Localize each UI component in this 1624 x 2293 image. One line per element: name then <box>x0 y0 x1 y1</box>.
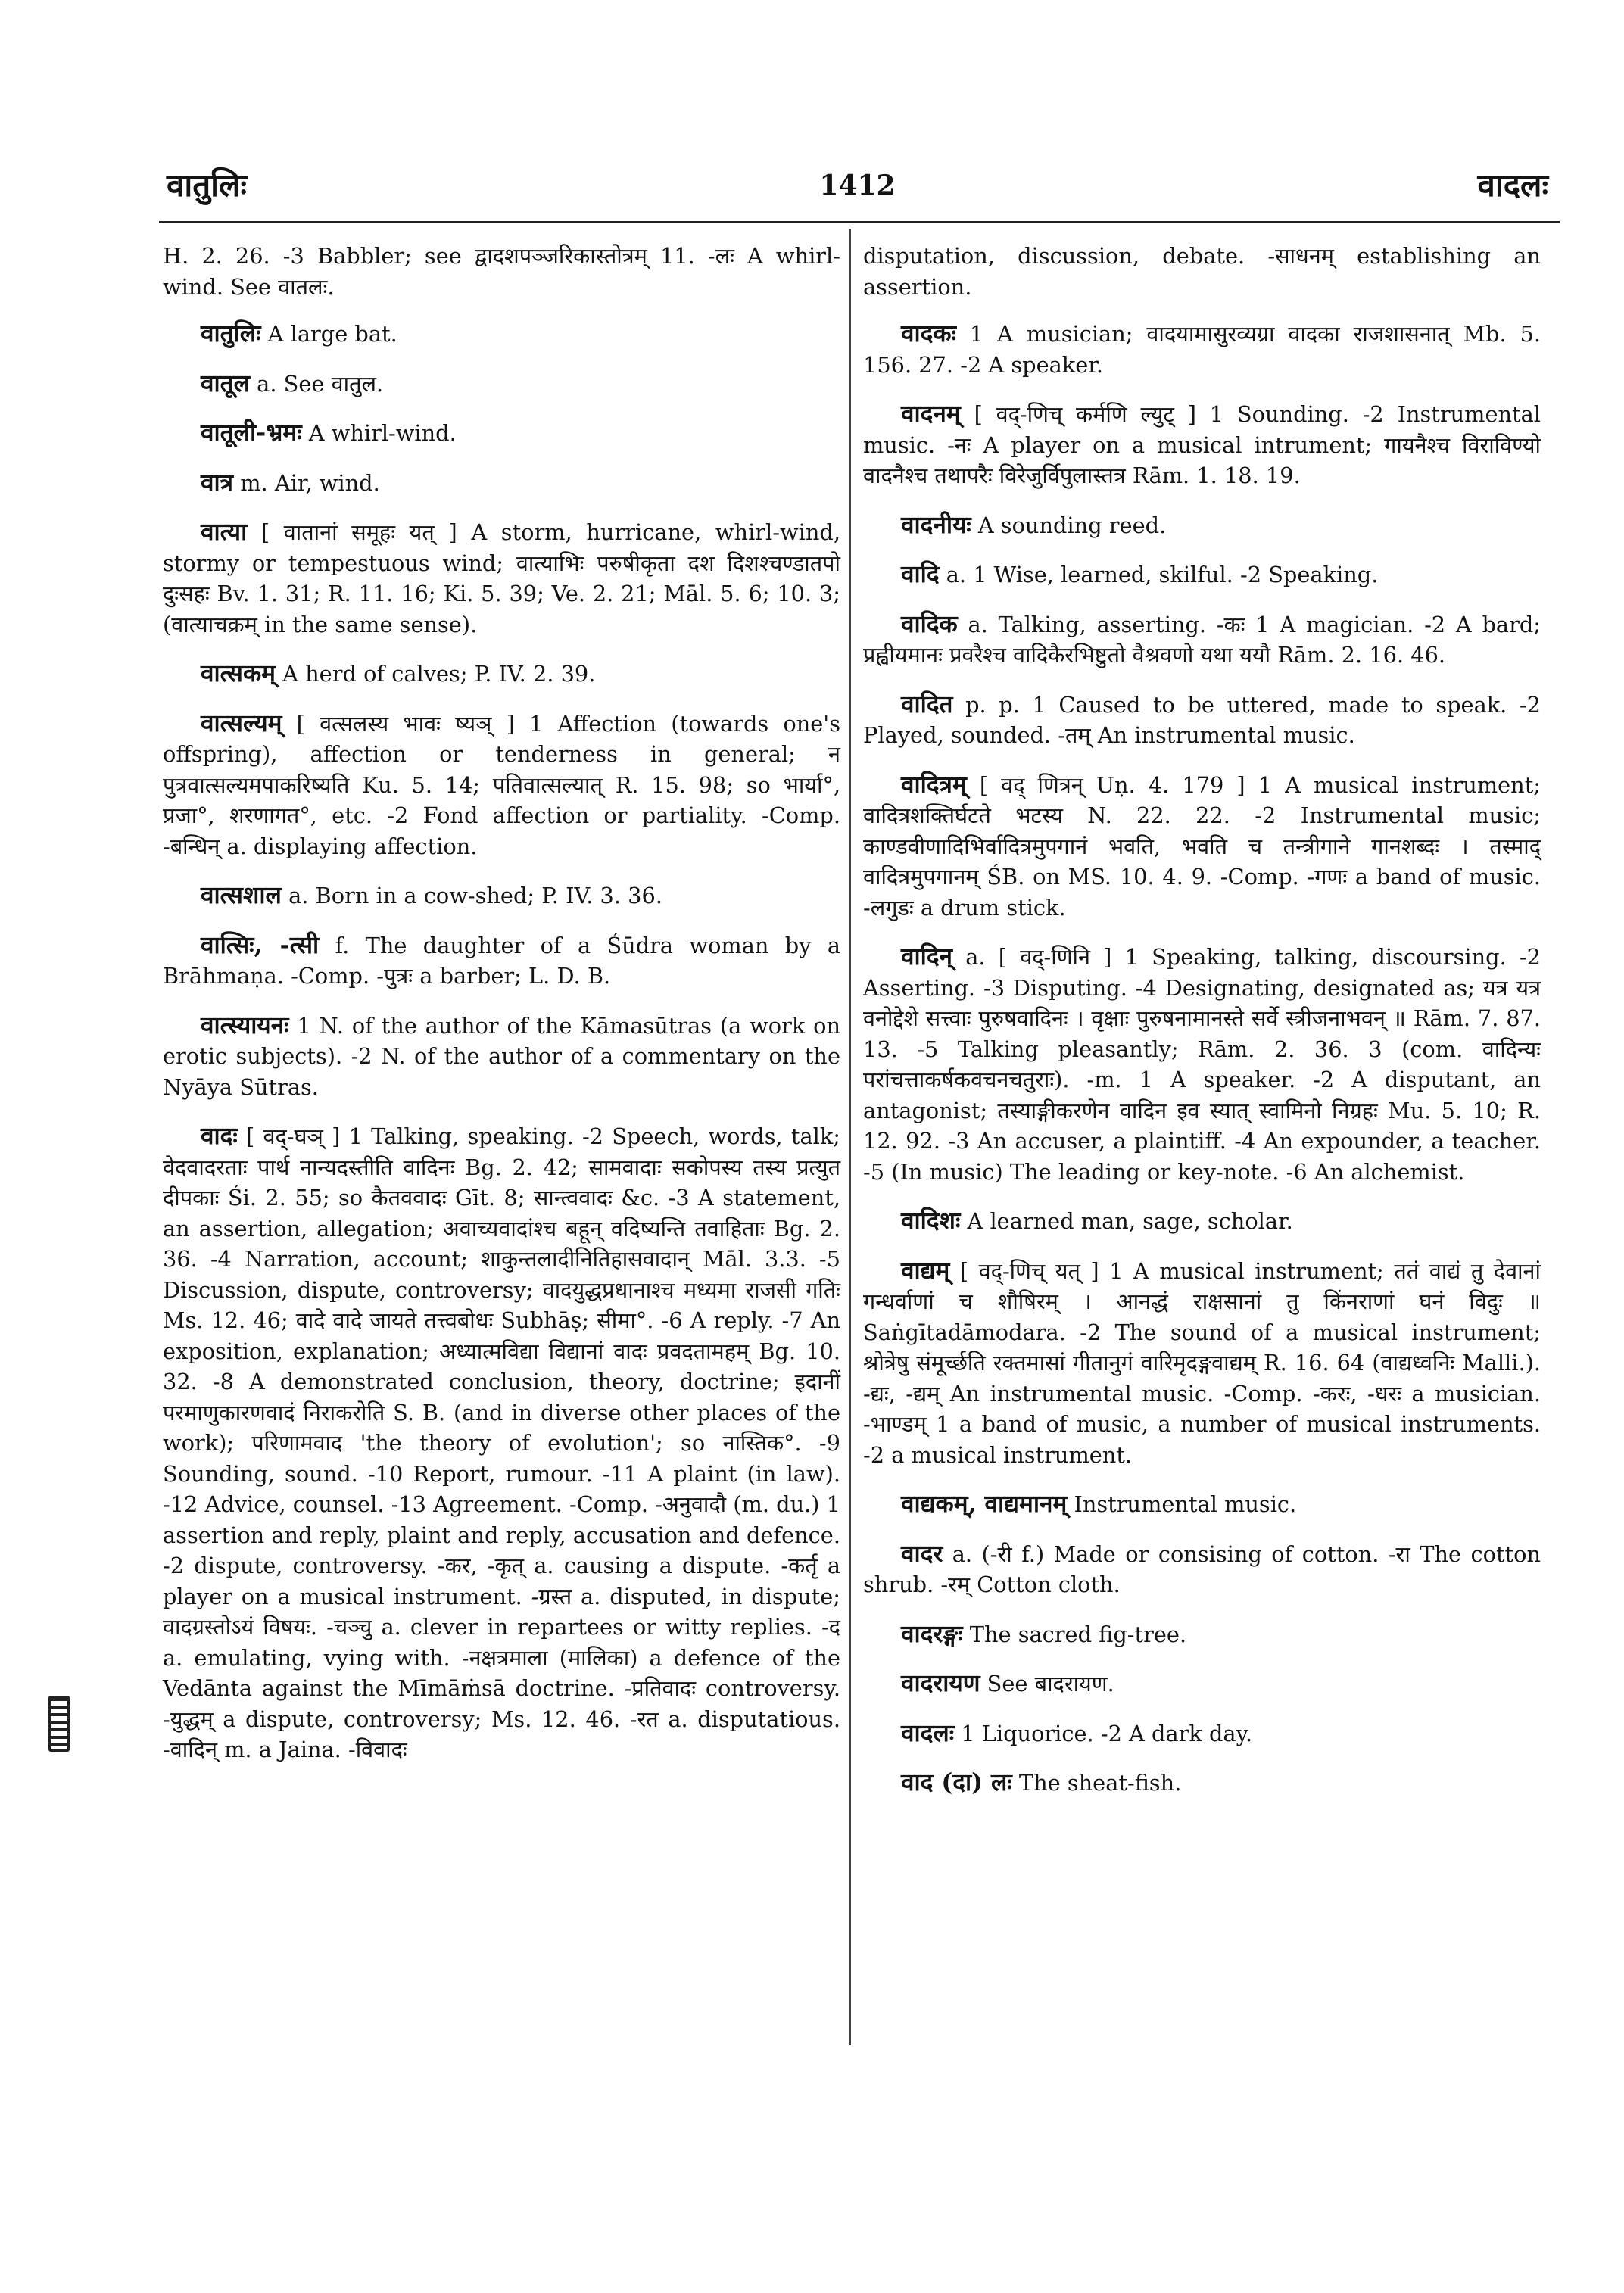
dictionary-entry <box>863 1489 1541 1520</box>
entry-headword: वात्र <box>201 468 234 497</box>
dictionary-entry <box>863 770 1541 924</box>
header-rule <box>159 221 1560 223</box>
continuation-text: disputation, discussion, debate. -साधनम् establishing an assertion. <box>863 243 1541 300</box>
entry-definition: A herd of calves; P. IV. 2. 39. <box>282 661 596 687</box>
entry-definition: 1 Liquorice. -2 A dark day. <box>961 1720 1253 1746</box>
dictionary-entry <box>163 319 840 350</box>
entry-headword: वात्सल्यम् <box>201 709 282 737</box>
entry-headword: वादः <box>201 1122 238 1150</box>
dictionary-entry <box>863 1668 1541 1699</box>
entry-headword: वाद (दा) लः <box>901 1768 1012 1796</box>
entry-headword: वात्सिः, -त्सी <box>201 930 320 959</box>
dictionary-entry <box>863 609 1541 671</box>
entry-definition: m. Air, wind. <box>240 469 380 496</box>
entry-definition: [ वद्-घञ् ] 1 Talking, speaking. -2 Speech, words, talk; वेदवादरताः पार्थ नान्यदस्तीति वादिनः Bg. 2. 42; सामवादाः सकोपस्य तस्य प्रत्युत दीपकाः Śi. 2. 55; so कैतववादः Gīt. 8; सान्त्ववादः &c. -3 A statement, an assertion, allegation; अवाच्यवादांश्च बहून् वदिष्यन्ति तवाहिताः Bg. 2. 36. -4 Narration, account; शाकुन्तलादीनितिहासवादान् Māl. 3.3. -5 Discussion, dispute, controversy; वादयुद्धप्रधानाश्च मध्यमा राजसी गतिः Ms. 12. 46; वादे वादे जायते तत्त्वबोधः Subhāṣ; सीमा°. -6 A reply. -7 An exposition, explanation; अध्यात्मविद्या विद्यानां वादः प्रवदतामहम् Bg. 10. 32. -8 A demonstrated conclusion, theory, doctrine; इदानीं परमाणुकारणवादं निराकरोति S. B. (and in diverse other places of the work); परिणामवाद 'the theory of evolution'; so नास्तिक°. -9 Sounding, sound. -10 Report, rumour. -11 A plaint (in law). -12 Advice, counsel. -13 Agreement. -Comp. -अनुवादौ (m. du.) 1 assertion and reply, plaint and reply, accusation and defence. -2 dispute, controversy. -कर, -कृत् a. causing a dispute. -कर्तृ a player on a musical instrument. -ग्रस्त a. disputed, in dispute; वादग्रस्तोऽयं विषयः. -चञ्चु a. clever in repartees or witty replies. -द a. emulating, vying with. -नक्षत्रमाला (मालिका) a defence of the Vedānta against the Mīmāṁsā doctrine. -प्रतिवादः controversy. -युद्धम् a dispute, controversy; Ms. 12. 46. -रत a. disputatious. -वादिन् m. a Jaina. -विवादः <box>163 1123 840 1762</box>
entry-headword: वातुलिः <box>201 319 261 347</box>
entry-headword: वाद्यम् <box>901 1256 950 1285</box>
entry-definition: A sounding reed. <box>977 512 1167 538</box>
entry-headword: वादि <box>901 560 940 588</box>
dictionary-entry <box>863 942 1541 1187</box>
dictionary-entry <box>863 319 1541 380</box>
entry-definition: a. (-री f.) Made or consising of cotton. -रा The cotton shrub. -रम् Cotton cloth. <box>863 1541 1541 1597</box>
entry-definition: Instrumental music. <box>1074 1491 1297 1517</box>
entry-definition: A learned man, sage, scholar. <box>967 1208 1293 1234</box>
entry-definition: 1 N. of the author of the Kāmasūtras (a work on erotic subjects). -2 N. of the author of a commentary on the Nyāya Sūtras. <box>163 1012 840 1100</box>
continuation-text: H. 2. 26. -3 Babbler; see द्वादशपञ्जरिकास्तोत्रम् 11. -लः A whirl-wind. See वातलः. <box>163 243 840 300</box>
dictionary-entry <box>863 1256 1541 1471</box>
entry-headword: वात्सशाल <box>201 881 282 909</box>
left-column <box>163 241 840 1784</box>
entry-definition: The sheat-fish. <box>1018 1770 1182 1796</box>
header-guide-word-left: वातुलिः <box>167 167 248 204</box>
entry-headword: वादिक <box>901 609 958 638</box>
entry-definition: f. The daughter of a Śūdra woman by a Brāhmaṇa. -Comp. -पुत्रः a barber; L. D. B. <box>163 932 840 989</box>
dictionary-entry <box>863 690 1541 751</box>
dictionary-entry <box>163 418 840 449</box>
entry-definition: 1 A musician; वादयामासुरव्यग्रा वादका राजशासनात् Mb. 5. 156. 27. -2 A speaker. <box>863 321 1541 378</box>
entry-headword: वादनीयः <box>901 510 971 539</box>
dictionary-entry <box>163 930 840 992</box>
entry-headword: वादकः <box>901 319 956 347</box>
dictionary-entry <box>863 1619 1541 1650</box>
entry-headword: वातूली-भ्रमः <box>201 419 302 447</box>
dictionary-entry <box>863 1768 1541 1799</box>
entry-definition: a. Talking, asserting. -कः 1 A magician. -2 A bard; प्रह्वीयमानः प्रवरैश्च वादिकैरभिष्टुतो वैश्रवणो यथा ययौ Rām. 2. 16. 46. <box>863 611 1541 668</box>
entry-definition: [ वत्सलस्य भावः ष्यञ् ] 1 Affection (towards one's offspring), affection or tenderness in general; न पुत्रवात्सल्यमपाकरिष्यति Ku. 5. 14; पतिवात्सल्यात् R. 15. 98; so भार्या°, प्रजा°, शरणागत°, etc. -2 Fond affection or partiality. -Comp. -बन्धिन् a. displaying affection. <box>163 710 840 859</box>
dictionary-entry <box>863 1539 1541 1600</box>
dictionary-entry <box>163 369 840 400</box>
header-guide-word-right: वादलः <box>1477 167 1548 204</box>
entry-definition: See बादरायण. <box>987 1671 1114 1696</box>
dictionary-entry <box>863 399 1541 491</box>
entry-definition: a. Born in a cow-shed; P. IV. 3. 36. <box>288 883 662 908</box>
entry-headword: वादिशः <box>901 1207 961 1235</box>
dictionary-entry <box>163 659 840 690</box>
entry-headword: वादनम् <box>901 400 961 428</box>
dictionary-entry <box>863 559 1541 590</box>
entry-definition: [ वातानां समूहः यत् ] A storm, hurricane, whirl-wind, stormy or tempestuous wind; वात्याभिः परुषीकृता दश दिशश्चण्डातपो दुःसहः Bv. 1. 31; R. 11. 16; Ki. 5. 39; Ve. 2. 21; Māl. 5. 6; 10. 3; (वात्याचक्रम् in the same sense). <box>163 519 840 637</box>
right-column <box>863 241 1541 1818</box>
entry-headword: वादित्रम् <box>901 770 967 799</box>
dictionary-entry <box>163 709 840 862</box>
entry-definition: The sacred fig-tree. <box>969 1621 1187 1647</box>
binding-margin-mark <box>48 1696 70 1752</box>
entry-headword: वादलः <box>901 1718 955 1747</box>
entry-headword: वात्या <box>201 518 248 546</box>
dictionary-entry <box>163 468 840 499</box>
entry-definition: p. p. 1 Caused to be uttered, made to speak. -2 Played, sounded. -तम् An instrumental music. <box>863 691 1541 748</box>
entry-definition: a. 1 Wise, learned, skilful. -2 Speaking. <box>946 562 1379 587</box>
entry-definition: [ वद्-णिच् कर्मणि ल्युट् ] 1 Sounding. -2 Instrumental music. -नः A player on a musical intrument; गायनैश्च विराविण्यो वादनैश्च तथापरैः विरेजुर्विपुलास्तत्र Rām. 1. 18. 19. <box>863 401 1541 488</box>
entry-definition: a. [ वद्-णिनि ] 1 Speaking, talking, discoursing. -2 Asserting. -3 Disputing. -4 Designating, designated as; यत्र यत्र वनोद्देशे सत्त्वाः पुरुषवादिनः । वृक्षाः पुरुषनामानस्ते सर्वे स्त्रीजनाभवन् ॥ Rām. 7. 87. 13. -5 Talking pleasantly; Rām. 2. 36. 3 (com. वादिन्यः परांचत्ताकर्षकवचनचतुराः). -m. 1 A speaker. -2 A disputant, an antagonist; तस्याङ्गीकरणेन वादिन इव स्यात् स्वामिनो निग्रहः Mu. 5. 10; R. 12. 92. -3 An accuser, a plaintiff. -4 An expounder, a teacher. -5 (In music) The leading or key-note. -6 An alchemist. <box>863 944 1541 1185</box>
entry-headword: वादर <box>901 1539 943 1568</box>
dictionary-entry <box>163 1121 840 1765</box>
entry-definition: A whirl-wind. <box>308 420 457 446</box>
entry-definition: a. See वातुल. <box>257 370 384 397</box>
entry-headword: वादित <box>901 690 953 718</box>
entry-headword: वात्स्यायनः <box>201 1011 289 1039</box>
entry-headword: वादरायण <box>901 1669 980 1697</box>
dictionary-entry <box>863 1718 1541 1749</box>
entry-definition: A large bat. <box>267 321 397 347</box>
entry-headword: वाद्यकम्, वाद्यमानम् <box>901 1490 1068 1518</box>
page-header <box>167 159 1548 212</box>
entry-definition: [ वद्-णिच् यत् ] 1 A musical instrument; ततं वाद्यं तु देवानां गन्धर्वाणां च शौषिरम् । आनद्धं राक्षसानां तु किंनराणां घनं विदुः ॥ Saṅgītadāmodara. -2 The sound of a musical instrument; श्रोत्रेषु संमूर्च्छति रक्तमासां गीतानुगं वारिमृदङ्गवाद्यम् R. 16. 64 (वाद्यध्वनिः Malli.). -द्यः, -द्यम् An instrumental music. -Comp. -करः, -धरः a musician. -भाण्डम् 1 a band of music, a number of musical instruments. -2 a musical instrument. <box>863 1257 1541 1468</box>
entry-definition: [ वद् णित्रन् Uṇ. 4. 179 ] 1 A musical instrument; वादित्रशक्तिर्घटते भटस्य N. 22. 22. -2 Instrumental music; काण्डवीणादिभिर्वादित्रमुपगानं भवति, भवति च तन्त्रीगाने गानशब्दः । तस्माद् वादित्रमुपगानम् ŚB. on MS. 10. 4. 9. -Comp. -गणः a band of music. -लगुडः a drum stick. <box>863 771 1541 921</box>
dictionary-entry <box>163 517 840 640</box>
dictionary-entry <box>163 880 840 911</box>
entry-headword: वात्सकम् <box>201 659 276 687</box>
dictionary-entry <box>163 1011 840 1103</box>
page-number: 1412 <box>819 170 896 201</box>
entry-headword: वातूल <box>201 369 250 397</box>
entry-headword: वादरङ्गः <box>901 1619 963 1648</box>
dictionary-entry <box>863 510 1541 541</box>
entry-headword: वादिन् <box>901 942 953 970</box>
dictionary-entry <box>863 1206 1541 1237</box>
column-divider <box>849 229 851 2045</box>
